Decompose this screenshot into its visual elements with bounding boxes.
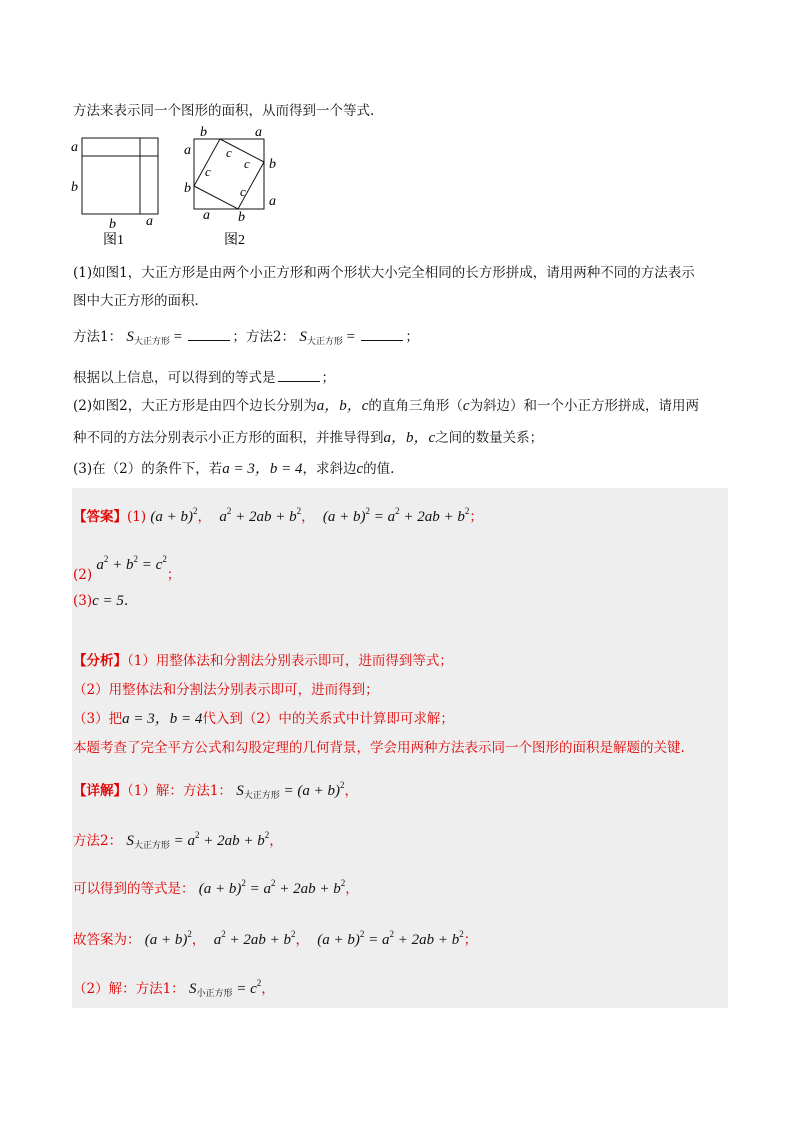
intro-text: 方法来表示同一个图形的面积，从而得到一个等式.	[73, 103, 375, 119]
answer-line-1: 【答案】(1) $(a + b)^2$， $a^2 + 2ab + b^2$， $(a + b)^2 = a^2 + 2ab + b^2$；	[73, 506, 483, 525]
answer-2-expr: $a^2 + b^2 = c^2$	[96, 554, 167, 573]
fig1-caption: 图1	[103, 233, 124, 248]
detail-line-4: 故答案为： $(a + b)^2$， $a^2 + 2ab + b^2$， $(a + b)^2 = a^2 + 2ab + b^2$；	[73, 929, 478, 948]
fig2-label-c-1: c	[226, 145, 232, 160]
q1-methods: 方法1： $S_{大正方形}$ = ；方法2： $S_{大正方形}$ = ；	[73, 326, 419, 352]
analysis-line-3: （3）把a = 3，b = 4代入到（2）中的关系式中计算即可求解；	[73, 711, 454, 727]
q1-blank-1[interactable]	[188, 326, 230, 341]
fig2-label-b-bottom: b	[238, 210, 245, 225]
fig2-label-c-4: c	[240, 184, 246, 199]
q1-line-1: (1)如图1，大正方形是由两个小正方形和两个形状大小完全相同的长方形拼成，请用两种不同的方法表示	[73, 265, 695, 281]
fig2-label-a-bottom: a	[203, 208, 210, 223]
q1-blank-3[interactable]	[278, 367, 320, 382]
analysis-line-4: 本题考查了完全平方公式和勾股定理的几何背景，学会用两种方法表示同一个图形的面积是解题的关键.	[73, 740, 685, 756]
analysis-line-1: 【分析】（1）用整体法和分割法分别表示即可，进而得到等式；	[73, 653, 453, 669]
q1-method-2-label: ；方法2：	[232, 329, 296, 345]
fig1-label-a-bottom: a	[146, 214, 153, 229]
q1-line-2: 图中大正方形的面积.	[73, 293, 199, 309]
answer-1-expr-c: $(a + b)^2 = a^2 + 2ab + b^2$	[322, 506, 470, 525]
fig2-label-b-top: b	[200, 125, 207, 140]
fig2-label-b-right: b	[269, 157, 276, 172]
answer-3-expr: c = 5	[92, 593, 124, 609]
answer-line-3: (3)c = 5.	[73, 593, 129, 609]
detail-line-2: 方法2： $S_{大正方形} = a^2 + 2ab + b^2$，	[73, 830, 283, 850]
q2-line-2: 种不同的方法分别表示小正方形的面积，并推导得到a，b，c之间的数量关系；	[73, 430, 544, 446]
detail-line-3: 可以得到的等式是： $(a + b)^2 = a^2 + 2ab + b^2$，	[73, 878, 359, 897]
analysis-label: 【分析】	[73, 653, 127, 669]
fig2-label-a-right: a	[269, 194, 276, 209]
fig2-label-c-3: c	[244, 156, 250, 171]
q2-line-1: (2)如图2，大正方形是由四个边长分别为a，b，c的直角三角形（c为斜边）和一个小正方形拼成，请用两	[73, 398, 700, 414]
fig2-label-a-left: a	[184, 143, 191, 158]
fig2-caption: 图2	[224, 233, 245, 248]
q1-blank-2[interactable]	[361, 326, 403, 341]
fig2-label-a-top: a	[255, 125, 262, 140]
answer-label: 【答案】	[73, 509, 127, 525]
analysis-line-2: （2）用整体法和分割法分别表示即可，进而得到；	[73, 682, 379, 698]
fig1-label-b-left: b	[71, 180, 78, 195]
figure-1	[66, 125, 176, 250]
answer-1-expr-b: $a^2 + 2ab + b^2$	[219, 506, 302, 525]
q1-method-1-label: 方法1：	[73, 329, 123, 345]
fig2-label-b-left: b	[184, 181, 191, 196]
fig2-label-c-2: c	[205, 164, 211, 179]
detail-line-1: 【详解】（1）解：方法1： $S_{大正方形} = (a + b)^2$，	[73, 780, 358, 800]
q1-line-3: 根据以上信息，可以得到的等式是 ；	[73, 367, 335, 389]
figure-2	[178, 125, 288, 250]
detail-line-5: （2）解：方法1： $S_{小正方形} = c^2$，	[73, 978, 275, 998]
answer-1-expr-a: $(a + b)^2$	[150, 506, 198, 525]
fig1-label-a-left: a	[71, 140, 78, 155]
fig1-label-b-bottom: b	[109, 217, 116, 232]
q3-line: (3)在（2）的条件下，若a = 3，b = 4，求斜边c的值.	[73, 461, 395, 477]
answer-line-2: (2) $a^2 + b^2 = c^2$；	[73, 554, 181, 583]
detail-label: 【详解】	[73, 783, 127, 799]
